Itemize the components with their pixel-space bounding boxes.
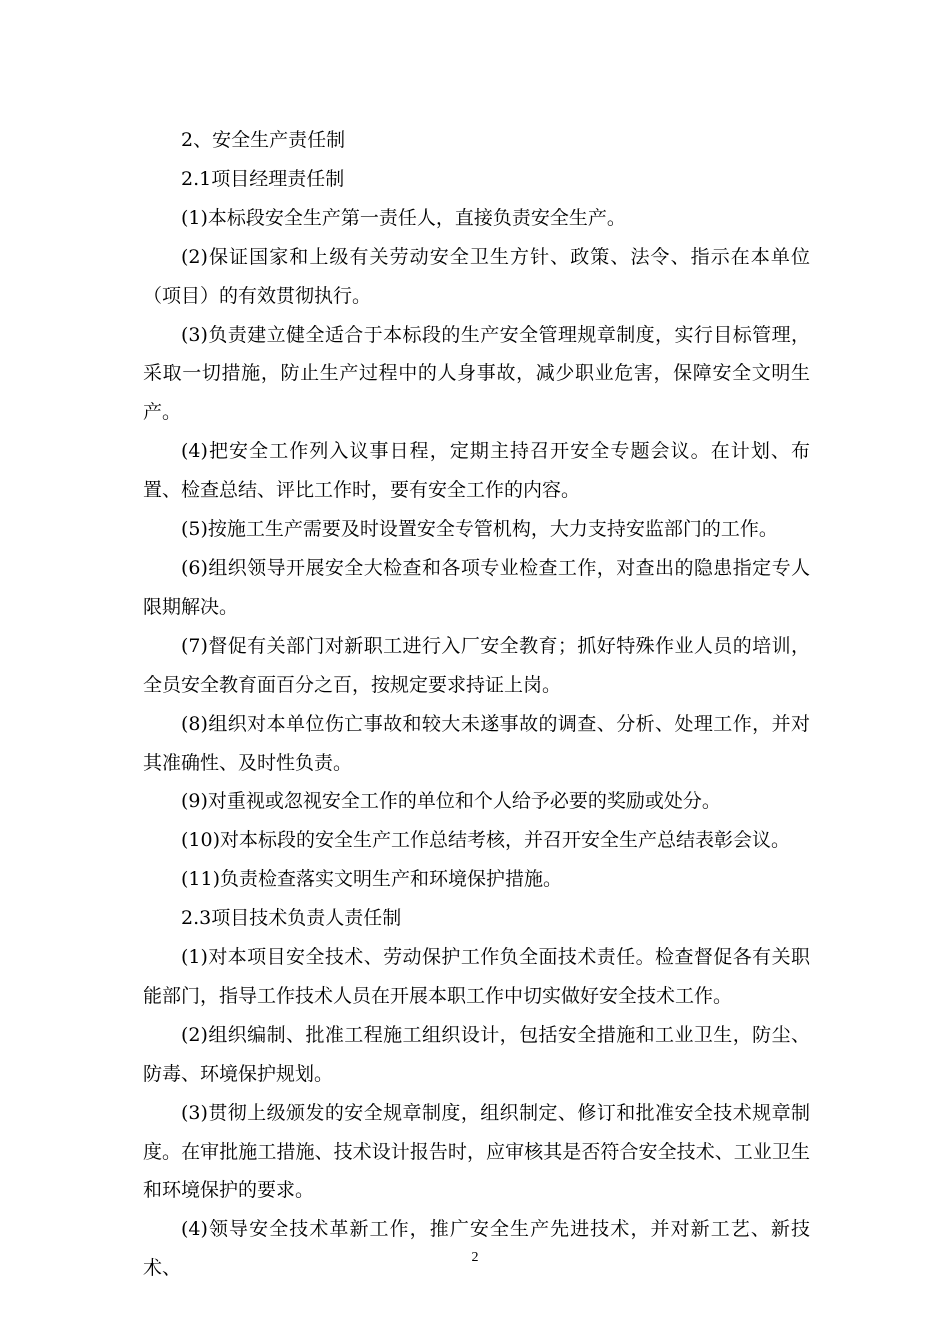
document-body [143, 121, 810, 1288]
paragraph: (11)负责检查落实文明生产和环境保护措施。 [181, 868, 563, 891]
subsection-heading: 2.3项目技术负责人责任制 [181, 907, 402, 930]
paragraph: (4)领导安全技术革新工作，推广安全生产先进技术，并对新工艺、新技术、 [143, 1218, 810, 1280]
paragraph: (4)把安全工作列入议事日程，定期主持召开安全专题会议。在计划、布置、检查总结、评比工作时，要有安全工作的内容。 [143, 440, 810, 502]
page-number: 2 [471, 1250, 479, 1265]
paragraph: (3)负责建立健全适合于本标段的生产安全管理规章制度，实行目标管理，采取一切措施，防止生产过程中的人身事故，减少职业危害，保障安全文明生产。 [143, 323, 810, 424]
paragraph: (2)保证国家和上级有关劳动安全卫生方针、政策、法令、指示在本单位（项目）的有效贯彻执行。 [143, 245, 810, 307]
paragraph: (9)对重视或忽视安全工作的单位和个人给予必要的奖励或处分。 [181, 790, 721, 813]
section-heading: 2、安全生产责任制 [181, 129, 346, 151]
paragraph: (5)按施工生产需要及时设置安全专管机构，大力支持安监部门的工作。 [181, 518, 778, 541]
paragraph: (2)组织编制、批准工程施工组织设计，包括安全措施和工业卫生，防尘、防毒、环境保护规划。 [143, 1023, 810, 1085]
paragraph: (3)贯彻上级颁发的安全规章制度，组织制定、修订和批准安全技术规章制度。在审批施工措施、技术设计报告时，应审核其是否符合安全技术、工业卫生和环境保护的要求。 [143, 1101, 810, 1202]
paragraph: (6)组织领导开展安全大检查和各项专业检查工作，对查出的隐患指定专人限期解决。 [143, 556, 810, 618]
paragraph: (7)督促有关部门对新职工进行入厂安全教育；抓好特殊作业人员的培训，全员安全教育面百分之百，按规定要求持证上岗。 [143, 634, 810, 696]
paragraph: (1)本标段安全生产第一责任人，直接负责安全生产。 [181, 206, 626, 229]
subsection-heading: 2.1项目经理责任制 [181, 167, 345, 190]
paragraph: (1)对本项目安全技术、劳动保护工作负全面技术责任。检查督促各有关职能部门，指导工作技术人员在开展本职工作中切实做好安全技术工作。 [143, 946, 810, 1007]
paragraph: (8)组织对本单位伤亡事故和较大未遂事故的调查、分析、处理工作，并对其准确性、及时性负责。 [143, 712, 810, 774]
paragraph: (10)对本标段的安全生产工作总结考核，并召开安全生产总结表彰会议。 [181, 829, 791, 852]
